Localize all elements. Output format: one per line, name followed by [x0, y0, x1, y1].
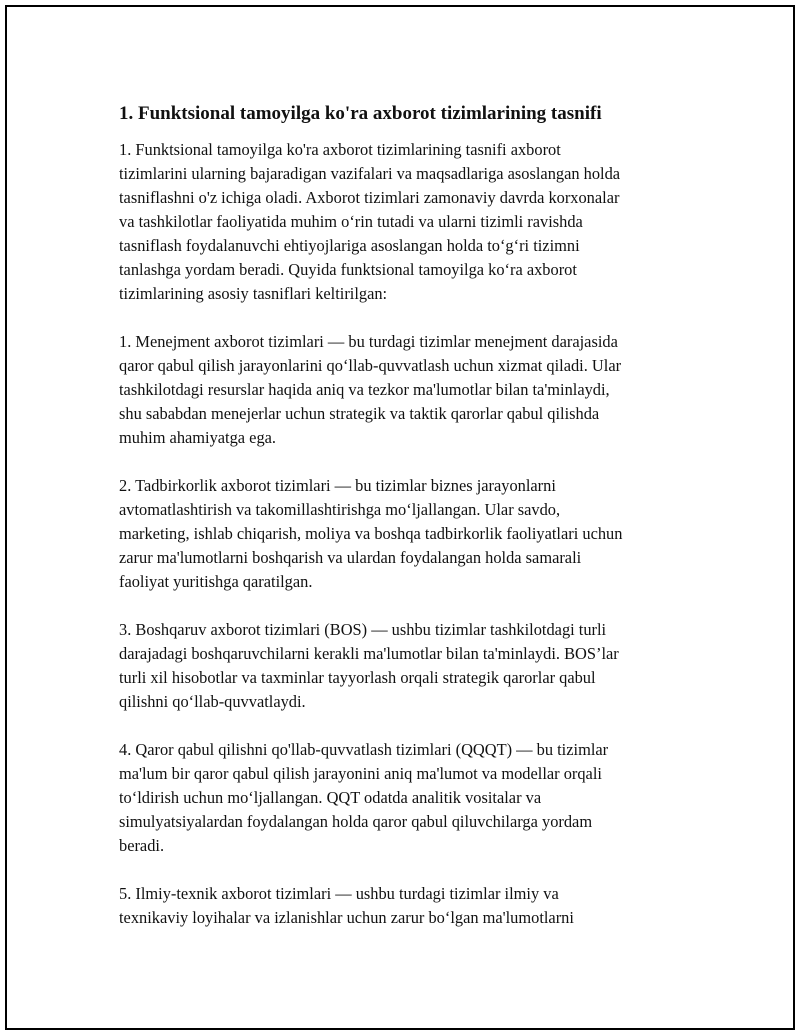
- document-body: [119, 101, 699, 954]
- paragraph-line: 1. Funktsional tamoyilga ko'ra axborot tizimlarining tasnifi axborot: [119, 140, 561, 159]
- paragraph-line: zarur ma'lumotlarni boshqarish va ulardan foydalangan holda samarali: [119, 548, 582, 567]
- paragraph-line: 2. Tadbirkorlik axborot tizimlari — bu tizimlar biznes jarayonlarni: [119, 476, 556, 495]
- paragraph-line: beradi.: [119, 836, 165, 855]
- paragraph-line: va tashkilotlar faoliyatida muhim o‘rin tutadi va ularni tizimli ravishda: [119, 212, 583, 231]
- paragraph-line: tasniflashni o'z ichiga oladi. Axborot tizimlari zamonaviy davrda korxonalar: [119, 188, 620, 207]
- paragraph-line: ma'lum bir qaror qabul qilish jarayonini aniq ma'lumot va modellar orqali: [119, 764, 602, 783]
- paragraph-line: shu sababdan menejerlar uchun strategik va taktik qarorlar qabul qilishda: [119, 404, 600, 423]
- document-title: 1. Funktsional tamoyilga ko'ra axborot tizimlarining tasnifi: [119, 103, 602, 124]
- list-item-management-systems: [119, 330, 699, 450]
- paragraph-line: qaror qabul qilish jarayonlarini qo‘llab-quvvatlash uchun xizmat qiladi. Ular: [119, 356, 622, 375]
- paragraph-line: to‘ldirish uchun mo‘ljallangan. QQT odatda analitik vositalar va: [119, 788, 542, 807]
- paragraph-line: tashkilotdagi resurslar haqida aniq va tezkor ma'lumotlar bilan ta'minlaydi,: [119, 380, 610, 399]
- paragraph-line: avtomatlashtirish va takomillashtirishga mo‘ljallangan. Ular savdo,: [119, 500, 561, 519]
- paragraph-line: tanlashga yordam beradi. Quyida funktsional tamoyilga ko‘ra axborot: [119, 260, 577, 279]
- paragraph-line: tizimlarining asosiy tasniflari keltirilgan:: [119, 284, 388, 303]
- paragraph-line: tizimlarini ularning bajaradigan vazifalari va maqsadlariga asoslangan holda: [119, 164, 621, 183]
- document-page: [5, 5, 795, 1030]
- paragraph-line: 3. Boshqaruv axborot tizimlari (BOS) — ushbu tizimlar tashkilotdagi turli: [119, 620, 607, 639]
- paragraph-line: darajadagi boshqaruvchilarni kerakli ma'lumotlar bilan ta'minlaydi. BOS’lar: [119, 644, 619, 663]
- paragraph-line: marketing, ishlab chiqarish, moliya va boshqa tadbirkorlik faoliyatlari uchun: [119, 524, 623, 543]
- list-item-scientific-technical-systems: [119, 882, 699, 930]
- list-item-decision-support-systems: [119, 738, 699, 858]
- paragraph-line: 1. Menejment axborot tizimlari — bu turdagi tizimlar menejment darajasida: [119, 332, 618, 351]
- paragraph-line: muhim ahamiyatga ega.: [119, 428, 277, 447]
- paragraph-line: turli xil hisobotlar va taxminlar tayyorlash orqali strategik qarorlar qabul: [119, 668, 596, 687]
- paragraph-line: texnikaviy loyihalar va izlanishlar uchun zarur bo‘lgan ma'lumotlarni: [119, 908, 574, 927]
- list-item-control-systems: [119, 618, 699, 714]
- paragraph-line: tasniflash foydalanuvchi ehtiyojlariga asoslangan holda to‘g‘ri tizimni: [119, 236, 580, 255]
- list-item-business-systems: [119, 474, 699, 594]
- paragraph-line: simulyatsiyalardan foydalangan holda qaror qabul qiluvchilarga yordam: [119, 812, 593, 831]
- paragraph-line: faoliyat yuritishga qaratilgan.: [119, 572, 313, 591]
- intro-paragraph: [119, 138, 699, 306]
- paragraph-line: qilishni qo‘llab-quvvatlaydi.: [119, 692, 306, 711]
- paragraph-line: 5. Ilmiy-texnik axborot tizimlari — ushbu turdagi tizimlar ilmiy va: [119, 884, 559, 903]
- paragraph-line: 4. Qaror qabul qilishni qo'llab-quvvatlash tizimlari (QQQT) — bu tizimlar: [119, 740, 609, 759]
